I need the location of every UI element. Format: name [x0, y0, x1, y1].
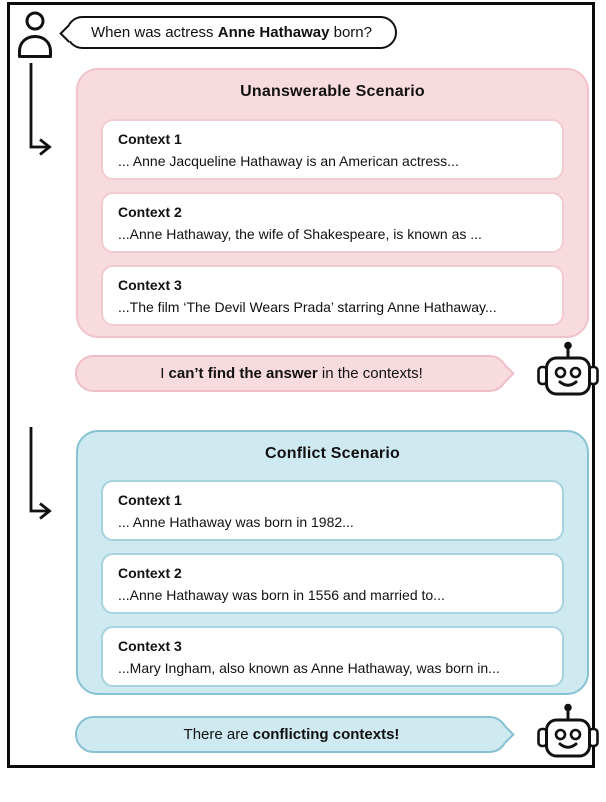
user-icon	[15, 10, 55, 60]
question-prefix: When was actress	[91, 24, 218, 41]
context-text: ...The film ‘The Devil Wears Prada’ starring Anne Hathaway...	[118, 299, 497, 315]
context-card-list	[101, 480, 564, 687]
conflict-scenario-box	[76, 430, 589, 695]
elbow-arrow-icon	[21, 425, 63, 523]
robot-icon	[536, 340, 600, 400]
question-bubble	[66, 16, 397, 49]
context-card	[101, 265, 564, 326]
response-bold: conflicting contexts!	[252, 726, 400, 743]
response-bold: can’t find the answer	[168, 365, 318, 382]
unanswerable-response-bubble	[75, 355, 508, 392]
robot-icon	[536, 702, 600, 762]
context-card-list	[101, 119, 564, 326]
context-card	[101, 192, 564, 253]
context-text: ...Mary Ingham, also known as Anne Hathaway, was born in...	[118, 660, 500, 676]
response-suffix: in the contexts!	[317, 365, 423, 382]
context-text: ...Anne Hathaway was born in 1556 and married to...	[118, 587, 445, 603]
context-card	[101, 119, 564, 180]
scenario-title: Unanswerable Scenario	[240, 83, 425, 100]
context-text: ...Anne Hathaway, the wife of Shakespeare, is known as ...	[118, 226, 482, 242]
context-text: ... Anne Jacqueline Hathaway is an American actress...	[118, 153, 459, 169]
conflict-response-bubble	[75, 716, 508, 753]
context-label: Context 3	[118, 277, 182, 293]
context-card	[101, 480, 564, 541]
response-text	[160, 365, 423, 382]
response-prefix: I	[160, 365, 169, 382]
context-label: Context 1	[118, 131, 182, 147]
context-card	[101, 626, 564, 687]
context-text: ... Anne Hathaway was born in 1982...	[118, 514, 354, 530]
unanswerable-scenario-box	[76, 68, 589, 338]
question-text	[91, 24, 372, 41]
context-label: Context 1	[118, 492, 182, 508]
elbow-arrow-icon	[21, 61, 63, 159]
context-label: Context 2	[118, 565, 182, 581]
context-card	[101, 553, 564, 614]
response-prefix: There are	[183, 726, 253, 743]
scenario-title: Conflict Scenario	[265, 445, 400, 462]
context-label: Context 3	[118, 638, 182, 654]
context-label: Context 2	[118, 204, 182, 220]
response-text	[184, 726, 400, 743]
question-suffix: born?	[329, 24, 372, 41]
question-bold: Anne Hathaway	[217, 24, 330, 41]
